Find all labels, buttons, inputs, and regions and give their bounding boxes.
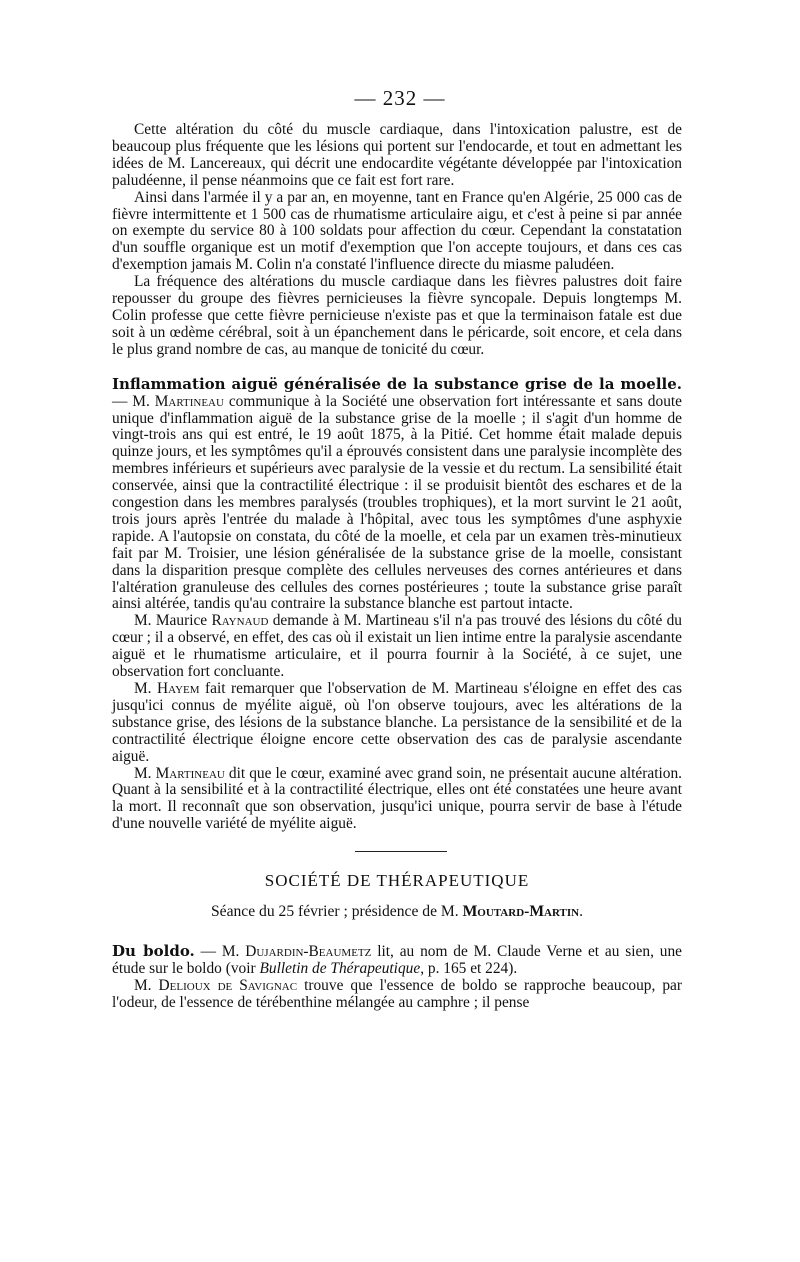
president-name: Moutard-Martin — [462, 903, 580, 921]
author-name: Martineau — [154, 392, 224, 410]
paragraph-cardiac-alteration: Cette altération du côté du muscle cardiaque, dans l'intoxication palustre, est de beaucoup plus fréquente que les lésions qui portent sur l'endocarde, et tout en admettant les idées de M. Lancereaux, qui décrit une endocardite végétante développée par l'intoxication paludéenne, il pense néanmoins que ce fait est fort rare. — [112, 121, 682, 189]
author-name: Martineau — [155, 764, 225, 782]
author-name: Delioux de Savignac — [158, 976, 298, 994]
section-heading-inflammation: Inflammation aiguë généralisée de la substance grise de la moelle. — [112, 374, 682, 393]
paragraph-martineau-reply: M. Martineau dit que le cœur, examiné avec grand soin, ne présentait aucune altération. Quant à la sensibilité et à la contractilité électrique, elles ont été constatées une heure avant la mort. Il reconnaît que son observation, jusqu'ici unique, pourra servir de base à l'étude d'une nouvelle variété de myélite aiguë. — [112, 764, 682, 833]
author-name: Raynaud — [211, 612, 269, 630]
author-name: Hayem — [157, 680, 200, 697]
page-number: — 232 — — [354, 86, 446, 110]
section-inflammation: Inflammation aiguë généralisée de la substance grise de la moelle. — M. Martineau communique à la Société une observation fort intéressante et sans doute unique d'inflammation aiguë de la substance grise de la moelle ; il s'agit d'un homme de vingt-trois ans qui est entré, le 19 août 1875, à la Pitié. Cet homme était malade depuis quinze jours, et les symptômes qu'il a éprouvés consistent dans une paralysie incomplète des membres inférieurs et supérieurs avec paralysie de la vessie et du rectum. La sensibilité était conservée, ainsi que la contractilité électrique : il se produisit bientôt des eschares et de la congestion dans les membres paralysés (troubles trophiques), et la mort survint le 21 août, trois jours après l'entrée du malade à l'hôpital, avec tous les symptômes d'une asphyxie rapide. A l'autopsie on constata, du côté de la moelle, et cela par un examen très-minutieux fait par M. Troisier, une lésion généralisée de la substance grise de la moelle, consistant dans la disparition presque complète des cellules nerveuses des cornes antérieures et dans l'altération granuleuse des cellules des cornes postérieures ; toute la substance grise paraît ainsi altérée, tandis qu'au contraire la substance blanche est partout intacte. — [112, 374, 682, 613]
paragraph-army-statistics: Ainsi dans l'armée il y a par an, en moyenne, tant en France qu'en Algérie, 25 000 cas de fièvre intermittente et 1 500 cas de rhumatisme articulaire aigu, et c'est à peine si par année on exempte du service 80 à 100 soldats pour affection du cœur. Cependant la constatation d'un souffle organique est un motif d'exemption que l'on accepte toujours, et dans ces cas d'exemption jamais M. Colin n'a constaté l'influence directe du miasme paludéen. — [112, 188, 682, 274]
society-heading: SOCIÉTÉ DE THÉRAPEUTIQUE — [264, 871, 530, 891]
session-line: Séance du 25 février ; présidence de M. Moutard-Martin. — [210, 903, 584, 921]
paragraph-delioux: M. Delioux de Savignac trouve que l'essence de boldo se rapproche beaucoup, par l'odeur, de l'essence de térébenthine mélangée au camphre ; il pense — [112, 976, 682, 1011]
paragraph-raynaud: M. Maurice Raynaud demande à M. Martineau s'il n'a pas trouvé des lésions du côté du cœur ; il a observé, en effet, des cas où il existait un lien intime entre la paralysie ascendante aiguë et le rhumatisme articulaire, et il pourra fournir à la Société, à ce sujet, une observation fort concluante. — [112, 612, 683, 681]
journal-title: Bulletin de Thérapeutique — [259, 959, 421, 977]
section-divider — [112, 833, 682, 873]
section-heading-boldo: Du boldo. — [112, 941, 195, 960]
author-name: Dujardin-Beaumetz — [245, 942, 372, 960]
paragraph-syncopal-fever: La fréquence des altérations du muscle cardiaque dans les fièvres palustres doit faire repousser du groupe des fièvres pernicieuses la fièvre syncopale. Depuis longtemps M. Colin professe que cette fièvre pernicieuse n'existe pas et que la terminaison fatale est due soit à un œdème cérébral, soit à un épanchement dans le péricarde, soit encore, et cela dans le plus grand nombre de cas, au manque de tonicité du cœur. — [112, 273, 682, 358]
page-body — [112, 122, 682, 1012]
section-boldo: Du boldo. — M. Dujardin-Beaumetz lit, au nom de M. Claude Verne et au sien, une étude sur le boldo (voir Bulletin de Thérapeutique, p. 165 et 224). — [112, 941, 682, 977]
paragraph-hayem: M. Hayem fait remarquer que l'observation de M. Martineau s'éloigne en effet des cas jusqu'ici connus de myélite aiguë, où l'on observe toujours, avec les altérations de la substance grise, des lésions de la substance blanche. La persistance de la sensibilité et de la contractilité électrique éloigne encore cette observation des cas de paralysie ascendante aiguë. — [112, 680, 682, 765]
